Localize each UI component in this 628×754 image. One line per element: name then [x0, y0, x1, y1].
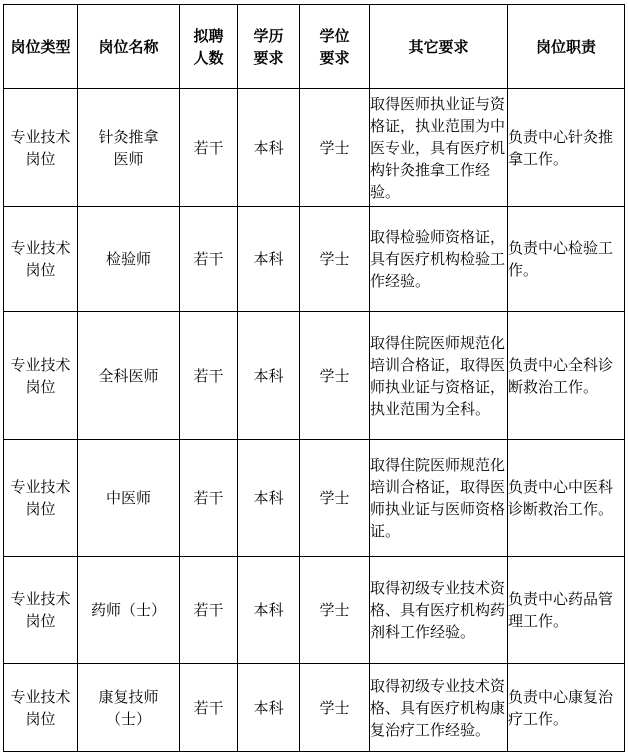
- cell-other-requirements: 取得检验师资格证，具有医疗机构检验工作经验。: [370, 207, 508, 312]
- cell-position-type: 专业技术岗位: [4, 557, 78, 664]
- header-education-requirement: 学历要求: [238, 5, 300, 89]
- cell-planned-count: 若干: [180, 557, 238, 664]
- table-row: [4, 664, 625, 752]
- header-position-name: 岗位名称: [78, 5, 180, 89]
- cell-position-name: 针灸推拿医师: [78, 89, 180, 207]
- table-row: [4, 89, 625, 207]
- table-row: [4, 440, 625, 557]
- cell-position-type: 专业技术岗位: [4, 89, 78, 207]
- cell-education: 本科: [238, 312, 300, 440]
- header-position-duty: 岗位职责: [508, 5, 625, 89]
- cell-degree: 学士: [300, 312, 370, 440]
- cell-planned-count: 若干: [180, 440, 238, 557]
- cell-education: 本科: [238, 89, 300, 207]
- header-planned-count: 拟聘人数: [180, 5, 238, 89]
- cell-position-name: 全科医师: [78, 312, 180, 440]
- cell-position-type: 专业技术岗位: [4, 664, 78, 752]
- cell-position-type: 专业技术岗位: [4, 207, 78, 312]
- cell-degree: 学士: [300, 664, 370, 752]
- cell-position-name: 药师（士）: [78, 557, 180, 664]
- cell-education: 本科: [238, 664, 300, 752]
- table-row: [4, 207, 625, 312]
- cell-position-name: 检验师: [78, 207, 180, 312]
- cell-position-type: 专业技术岗位: [4, 312, 78, 440]
- cell-education: 本科: [238, 207, 300, 312]
- cell-other-requirements: 取得初级专业技术资格、具有医疗机构药剂科工作经验。: [370, 557, 508, 664]
- cell-other-requirements: 取得住院医师规范化培训合格证，取得医师执业证与医师资格证。: [370, 440, 508, 557]
- header-degree-requirement: 学位要求: [300, 5, 370, 89]
- header-row: [4, 5, 625, 89]
- cell-duty: 负责中心中医科诊断救治工作。: [508, 440, 625, 557]
- table-row: [4, 557, 625, 664]
- cell-duty: 负责中心全科诊断救治工作。: [508, 312, 625, 440]
- cell-position-name: 中医师: [78, 440, 180, 557]
- cell-planned-count: 若干: [180, 207, 238, 312]
- cell-duty: 负责中心康复治疗工作。: [508, 664, 625, 752]
- header-other-requirements: 其它要求: [370, 5, 508, 89]
- cell-education: 本科: [238, 557, 300, 664]
- cell-other-requirements: 取得医师执业证与资格证，执业范围为中医专业，具有医疗机构针灸推拿工作经验。: [370, 89, 508, 207]
- cell-degree: 学士: [300, 557, 370, 664]
- cell-degree: 学士: [300, 89, 370, 207]
- cell-other-requirements: 取得初级专业技术资格、具有医疗机构康复治疗工作经验。: [370, 664, 508, 752]
- table-row: [4, 312, 625, 440]
- cell-degree: 学士: [300, 207, 370, 312]
- cell-duty: 负责中心检验工作。: [508, 207, 625, 312]
- cell-duty: 负责中心针灸推拿工作。: [508, 89, 625, 207]
- cell-position-type: 专业技术岗位: [4, 440, 78, 557]
- cell-degree: 学士: [300, 440, 370, 557]
- cell-other-requirements: 取得住院医师规范化培训合格证，取得医师执业证与资格证，执业范围为全科。: [370, 312, 508, 440]
- position-table: [3, 4, 625, 752]
- cell-position-name: 康复技师（士）: [78, 664, 180, 752]
- cell-planned-count: 若干: [180, 664, 238, 752]
- cell-duty: 负责中心药品管理工作。: [508, 557, 625, 664]
- cell-planned-count: 若干: [180, 312, 238, 440]
- header-position-type: 岗位类型: [4, 5, 78, 89]
- cell-education: 本科: [238, 440, 300, 557]
- cell-planned-count: 若干: [180, 89, 238, 207]
